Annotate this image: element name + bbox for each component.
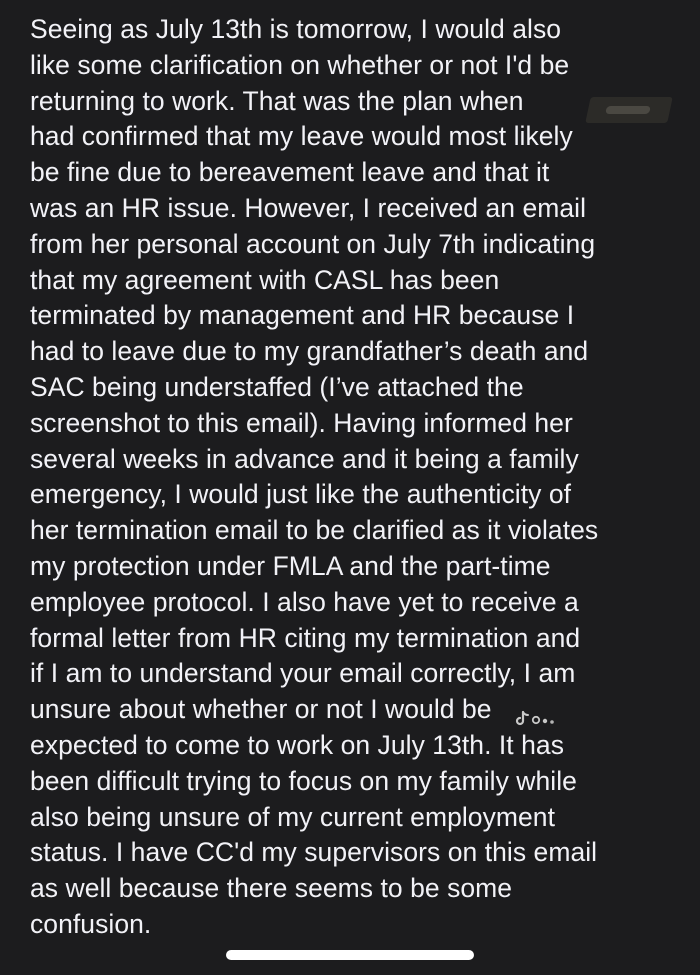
email-line: that my agreement with CASL has been [30,264,500,295]
email-line: screenshot to this email). Having informed her [30,407,573,438]
email-line: been difficult trying to focus on my family while [30,765,577,796]
email-line: Seeing as July 13th is tomorrow, I would also [30,14,562,44]
email-body [30,12,690,943]
email-line: be fine due to bereavement leave and that it [30,157,550,188]
email-line: like some clarification on whether or not I'd be [30,49,570,80]
email-line: terminated by management and HR because I [30,300,575,331]
email-line: returning to work. That was the plan when [30,85,524,116]
home-indicator[interactable] [226,950,474,960]
email-line: was an HR issue. However, I received an email [30,192,587,223]
email-line: had to leave due to my grandfather’s death and [30,336,589,367]
tiktok-logo-icon [514,710,560,728]
email-line: confusion. [30,908,152,939]
email-line: SAC being understaffed (I’ve attached the [30,371,524,402]
email-line: had confirmed that my leave would most likely [30,121,573,152]
email-line: formal letter from HR citing my termination and [30,622,581,653]
email-line: status. I have CC'd my supervisors on this email [30,837,598,868]
name-redaction [585,97,673,123]
email-line: as well because there seems to be some [30,873,513,904]
email-line: if I am to understand your email correctly, I am [30,658,576,689]
email-line: emergency, I would just like the authenticity of [30,479,572,510]
email-line: also being unsure of my current employment [30,801,555,832]
email-line: employee protocol. I also have yet to receive a [30,586,579,617]
email-line: her termination email to be clarified as it violates [30,515,599,546]
email-line: my protection under FMLA and the part-time [30,550,551,581]
email-line: several weeks in advance and it being a family [30,443,579,474]
email-line: unsure about whether or not I would be [30,694,492,725]
email-line: from her personal account on July 7th indicating [30,228,596,259]
email-line: expected to come to work on July 13th. It has [30,729,565,760]
